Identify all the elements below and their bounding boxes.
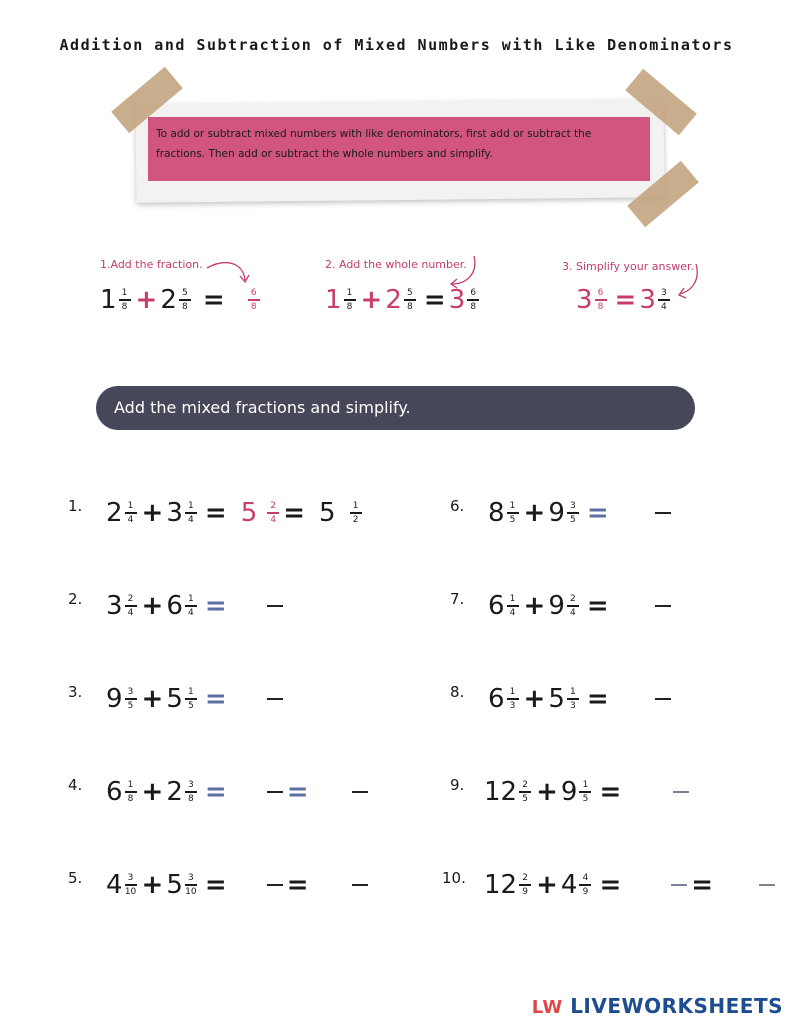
whole: 1 — [325, 285, 342, 315]
instruction-banner: Add the mixed fractions and simplify. — [96, 386, 695, 430]
answer-blank[interactable] — [655, 512, 671, 514]
problem-5 — [106, 872, 368, 898]
fraction: $\frac{1}{4}$ — [125, 501, 137, 524]
fraction: $\frac{1}{3}$ — [567, 687, 579, 710]
equals-sign: = — [283, 498, 306, 528]
whole: 8 — [488, 498, 505, 528]
plus-sign: + — [536, 870, 558, 900]
answer-blank[interactable] — [671, 884, 687, 886]
plus-sign: + — [141, 498, 164, 528]
logo-mark: LW — [531, 997, 563, 1018]
fraction: $\frac{2}{5}$ — [519, 780, 531, 803]
whole: 9 — [548, 591, 565, 621]
simplified-blank[interactable] — [352, 791, 368, 793]
equals-sign: = — [599, 777, 622, 807]
problem-3 — [106, 686, 283, 712]
fraction: $\frac{1}{4}$ — [185, 594, 197, 617]
whole: 6 — [166, 591, 183, 621]
whole: 4 — [106, 870, 123, 900]
fraction: $\frac{2}{9}$ — [519, 873, 531, 896]
equals-sign: = — [204, 684, 227, 714]
problem-9 — [484, 779, 689, 805]
simplified-whole: 5 — [319, 498, 336, 528]
fraction: $\frac{6}{8}$ — [595, 288, 607, 311]
equals-sign: = — [586, 498, 609, 528]
answer-blank[interactable] — [655, 698, 671, 700]
problem-number: 2. — [68, 590, 83, 608]
whole: 9 — [560, 777, 578, 807]
fraction: $\frac{2}{4}$ — [125, 594, 137, 617]
step-1-label: 1.Add the fraction. — [100, 258, 203, 271]
instruction-note: To add or subtract mixed numbers with like denominators, first add or subtract the fractions. Then add or subtract the whole numbers and simplify. — [148, 117, 650, 181]
problem-6 — [488, 500, 671, 526]
problem-1 — [106, 500, 364, 526]
answer-blank[interactable] — [267, 698, 283, 700]
fraction: $\frac{1}{5}$ — [185, 687, 197, 710]
fraction: $\frac{1}{3}$ — [507, 687, 519, 710]
whole: 3 — [166, 498, 183, 528]
problem-number: 8. — [450, 683, 465, 701]
step-2-label: 2. Add the whole number. — [325, 258, 467, 271]
fraction: $\frac{1}{4}$ — [507, 594, 519, 617]
example-3 — [576, 287, 672, 313]
fraction: $\frac{4}{9}$ — [579, 873, 591, 896]
problem-number: 3. — [68, 683, 83, 701]
step-3-arrow-icon — [672, 262, 702, 302]
problem-7 — [488, 593, 671, 619]
fraction: $\frac{5}{8}$ — [179, 288, 191, 311]
whole: 1 — [100, 285, 117, 315]
whole: 5 — [166, 684, 183, 714]
equals-sign: = — [204, 777, 227, 807]
liveworksheets-logo[interactable] — [532, 994, 783, 1018]
equals-sign: = — [286, 777, 309, 807]
problem-number: 1. — [68, 497, 83, 515]
equals-sign: = — [599, 870, 622, 900]
equals-sign: = — [202, 285, 225, 315]
result-fraction: $\frac{6}{8}$ — [467, 288, 479, 311]
answer-blank[interactable] — [267, 605, 283, 607]
plus-sign: + — [536, 777, 558, 807]
equals-sign: = — [286, 870, 309, 900]
worksheet-title: Addition and Subtraction of Mixed Numbers with Like Denominators — [59, 36, 734, 54]
problem-10 — [484, 872, 775, 898]
plus-sign: + — [141, 870, 164, 900]
fraction: $\frac{5}{8}$ — [404, 288, 416, 311]
plus-sign: + — [141, 591, 164, 621]
plus-sign: + — [360, 285, 383, 315]
equals-sign: = — [586, 684, 609, 714]
plus-sign: + — [135, 285, 158, 315]
whole: 6 — [106, 777, 123, 807]
plus-sign: + — [523, 591, 546, 621]
fraction: $\frac{3}{10}$ — [185, 873, 197, 897]
fraction: $\frac{3}{5}$ — [567, 501, 579, 524]
result-fraction: $\frac{6}{8}$ — [248, 288, 260, 311]
problem-4 — [106, 779, 368, 805]
fraction: $\frac{3}{5}$ — [125, 687, 137, 710]
whole: 12 — [484, 777, 518, 807]
equals-sign: = — [204, 870, 227, 900]
plus-sign: + — [141, 777, 164, 807]
plus-sign: + — [141, 684, 164, 714]
result-whole: 3 — [448, 285, 466, 315]
whole: 2 — [385, 285, 402, 315]
result-whole: 3 — [639, 285, 656, 315]
equals-sign: = — [614, 285, 637, 315]
plus-sign: + — [523, 684, 546, 714]
answer-blank[interactable] — [673, 791, 689, 793]
fraction: $\frac{1}{8}$ — [119, 288, 131, 311]
whole: 9 — [548, 498, 565, 528]
whole: 2 — [160, 285, 177, 315]
equals-sign: = — [204, 498, 227, 528]
fraction: $\frac{3}{10}$ — [124, 873, 137, 897]
fraction: $\frac{1}{4}$ — [185, 501, 197, 524]
whole: 2 — [166, 777, 183, 807]
whole: 3 — [576, 285, 593, 315]
simplified-blank[interactable] — [352, 884, 368, 886]
problem-number: 5. — [68, 869, 83, 887]
fraction: $\frac{1}{5}$ — [579, 780, 591, 803]
result-fraction: $\frac{3}{4}$ — [658, 288, 670, 311]
step-1-arrow-icon — [205, 258, 255, 288]
whole: 12 — [484, 870, 518, 900]
whole: 3 — [106, 591, 123, 621]
answer-fraction: $\frac{2}{4}$ — [267, 501, 279, 524]
problem-number: 9. — [450, 776, 465, 794]
simplified-blank[interactable] — [759, 884, 775, 886]
answer-blank[interactable] — [267, 791, 283, 793]
whole: 2 — [106, 498, 123, 528]
answer-whole: 5 — [240, 498, 258, 528]
whole: 5 — [548, 684, 565, 714]
whole: 9 — [106, 684, 123, 714]
example-2 — [325, 287, 481, 313]
equals-sign: = — [691, 870, 714, 900]
answer-blank[interactable] — [267, 884, 283, 886]
fraction: $\frac{3}{8}$ — [185, 780, 197, 803]
problem-number: 7. — [450, 590, 465, 608]
problem-number: 4. — [68, 776, 83, 794]
whole: 5 — [166, 870, 183, 900]
whole: 6 — [488, 591, 505, 621]
fraction: $\frac{1}{5}$ — [507, 501, 519, 524]
equals-sign: = — [423, 285, 446, 315]
whole: 4 — [560, 870, 578, 900]
example-1 — [100, 287, 262, 313]
problem-number: 6. — [450, 497, 465, 515]
problem-number: 10. — [442, 869, 466, 887]
problem-8 — [488, 686, 671, 712]
fraction: $\frac{1}{8}$ — [344, 288, 356, 311]
fraction: $\frac{2}{4}$ — [567, 594, 579, 617]
simplified-fraction: $\frac{1}{2}$ — [350, 501, 362, 524]
answer-blank[interactable] — [655, 605, 671, 607]
problem-2 — [106, 593, 283, 619]
logo-text: LIVEWORKSHEETS — [570, 994, 783, 1018]
fraction: $\frac{1}{8}$ — [125, 780, 137, 803]
whole: 6 — [488, 684, 505, 714]
step-3-label: 3. Simplify your answer. — [562, 260, 694, 273]
equals-sign: = — [204, 591, 227, 621]
plus-sign: + — [523, 498, 546, 528]
equals-sign: = — [586, 591, 609, 621]
